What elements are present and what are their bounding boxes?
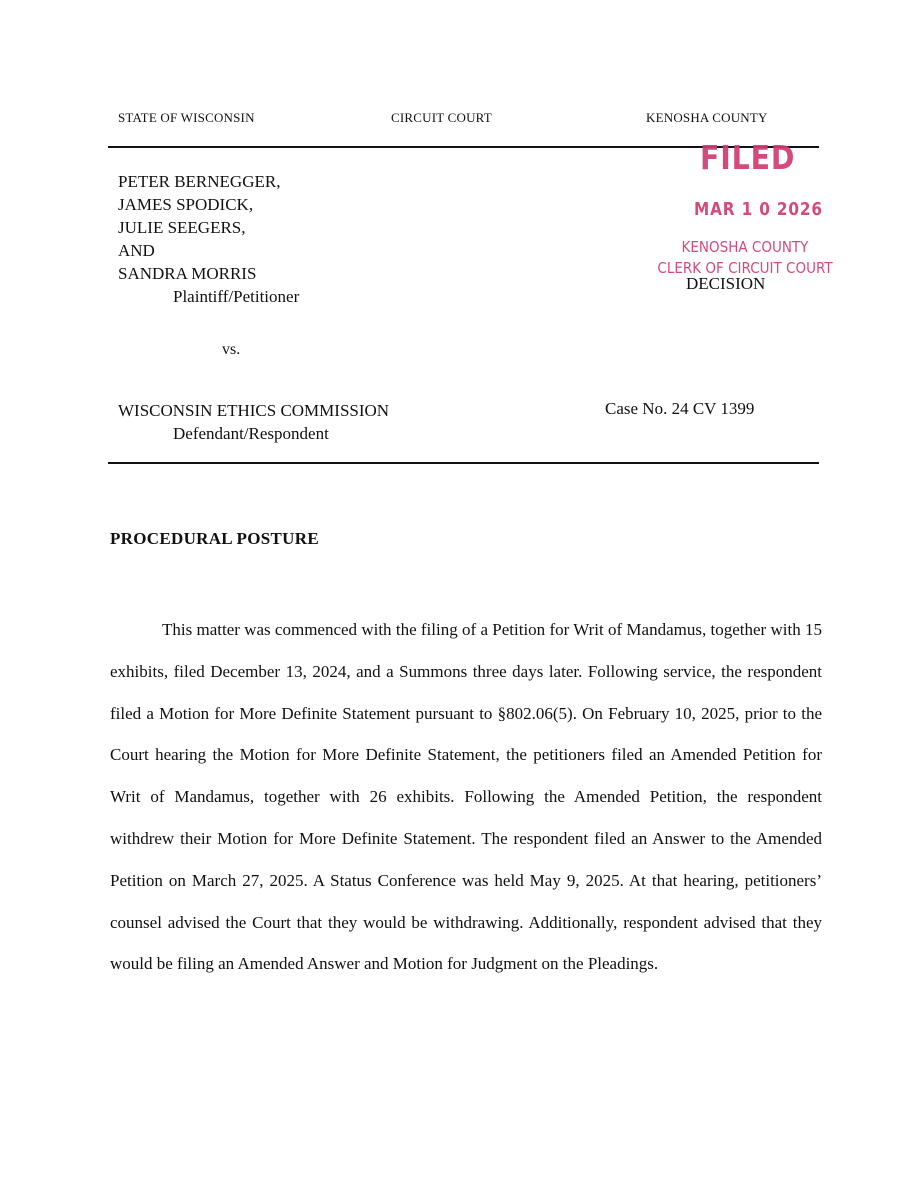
caption-bottom-rule (108, 462, 819, 464)
plaintiffs-block (118, 170, 299, 308)
section-heading: PROCEDURAL POSTURE (110, 529, 319, 548)
filed-stamp-county-block (646, 237, 844, 279)
filed-stamp-clerk: CLERK OF CIRCUIT COURT (657, 259, 833, 277)
plaintiff-name: JAMES SPODICK, (118, 195, 254, 214)
header-state: STATE OF WISCONSIN (118, 110, 255, 125)
document-type: DECISION (686, 274, 766, 293)
defendant-role: Defendant/Respondent (173, 424, 329, 443)
plaintiff-role: Plaintiff/Petitioner (173, 287, 300, 306)
filed-stamp-county: KENOSHA COUNTY (681, 238, 809, 256)
versus-label: vs. (222, 341, 241, 358)
defendant-block (118, 399, 389, 445)
filed-stamp-date: MAR 1 0 2026 (694, 199, 823, 220)
plaintiff-name: SANDRA MORRIS (118, 264, 257, 283)
plaintiff-conjunction: AND (118, 241, 155, 260)
header-court: CIRCUIT COURT (391, 110, 492, 125)
filed-stamp-title: FILED (700, 138, 796, 177)
plaintiff-name: PETER BERNEGGER, (118, 172, 281, 191)
header-county: KENOSHA COUNTY (646, 110, 768, 125)
body-paragraph: This matter was commenced with the filing of a Petition for Writ of Mandamus, together with 15 exhibits, filed December 13, 2024, and a Summons three days later. Following service, the respondent filed a Motion for More Definite Statement pursuant to §802.06(5). On February 10, 2025, prior to the Court hearing the Motion for More Definite Statement, the petitioners filed an Amended Petition for Writ of Mandamus, together with 26 exhibits. Following the Amended Petition, the respondent withdrew their Motion for More Definite Statement. The respondent filed an Answer to the Amended Petition on March 27, 2025. A Status Conference was held May 9, 2025. At that hearing, petitioners’ counsel advised the Court that they would be withdrawing. Additionally, respondent advised that they would be filing an Amended Answer and Motion for Judgment on the Pleadings. (110, 620, 822, 974)
case-number: Case No. 24 CV 1399 (605, 399, 755, 418)
defendant-name: WISCONSIN ETHICS COMMISSION (118, 401, 390, 420)
plaintiff-name: JULIE SEEGERS, (118, 218, 246, 237)
